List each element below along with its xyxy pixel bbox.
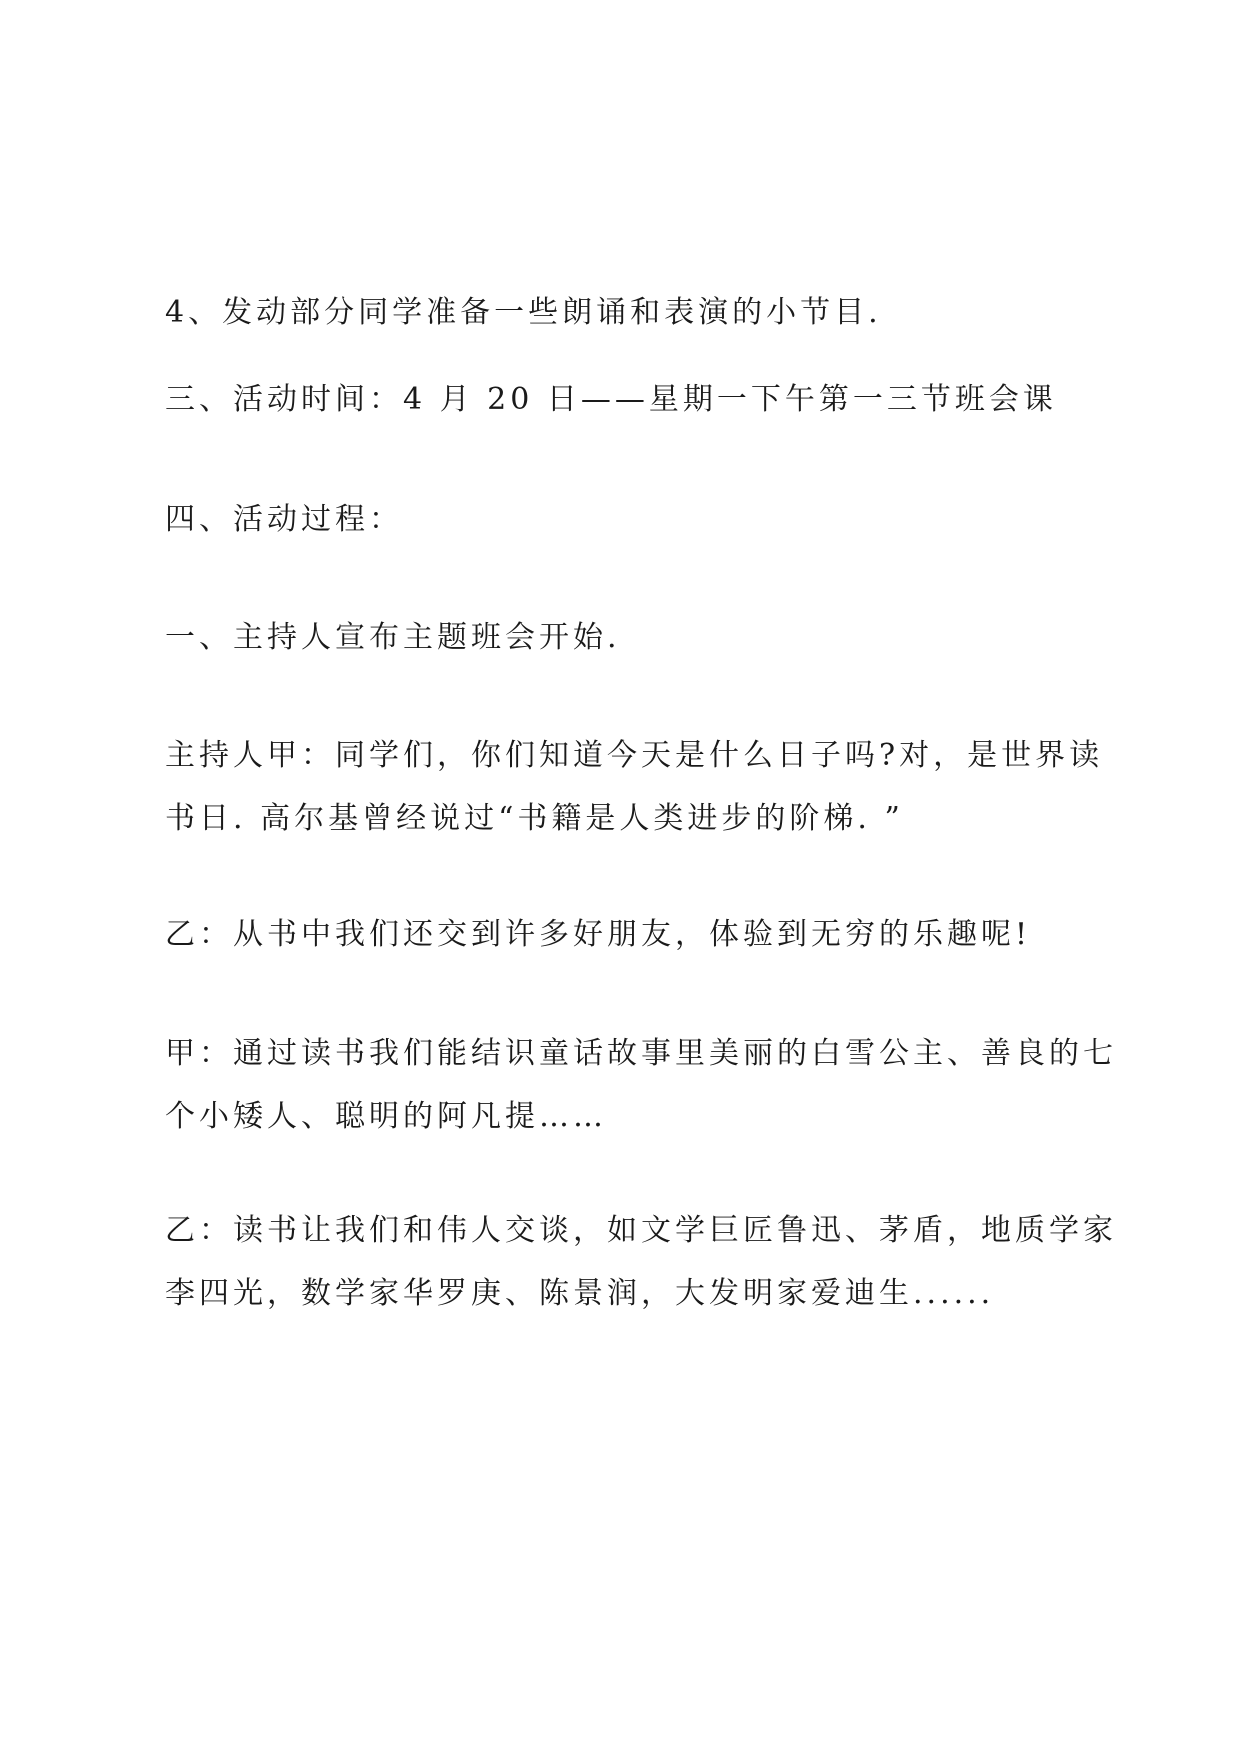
text-line: 李四光，数学家华罗庚、陈景润，大发明家爱迪生......: [165, 1276, 995, 1311]
text-line: 书日. 高尔基曾经说过“书籍是人类进步的阶梯. ”: [165, 801, 904, 836]
text-line: 甲：通过读书我们能结识童话故事里美丽的白雪公主、善良的七: [165, 1036, 1117, 1071]
paragraph-preparation-item-4: [165, 281, 1105, 344]
dialogue-host-a-1: [165, 724, 1105, 850]
step-heading-host-announces: [165, 606, 1105, 669]
text-line: 个小矮人、聪明的阿凡提……: [165, 1099, 607, 1134]
text-line: 主持人甲：同学们，你们知道今天是什么日子吗?对，是世界读: [165, 738, 1104, 773]
text-line: 4、发动部分同学准备一些朗诵和表演的小节目.: [165, 295, 882, 330]
dialogue-b-1: [165, 903, 1105, 966]
text-line: 乙：读书让我们和伟人交谈，如文学巨匠鲁迅、茅盾，地质学家: [165, 1213, 1117, 1248]
text-line: 一、主持人宣布主题班会开始.: [165, 620, 621, 655]
text-line: 四、活动过程：: [165, 502, 403, 537]
section-heading-activity-process: [165, 488, 1105, 551]
text-line: 三、活动时间：4 月 20 日——星期一下午第一三节班会课: [165, 382, 1057, 417]
dialogue-b-2: [165, 1199, 1117, 1325]
dialogue-a-2: [165, 1022, 1117, 1148]
text-line: 乙：从书中我们还交到许多好朋友，体验到无穷的乐趣呢!: [165, 917, 1032, 952]
paragraph-activity-time: [165, 368, 1105, 431]
